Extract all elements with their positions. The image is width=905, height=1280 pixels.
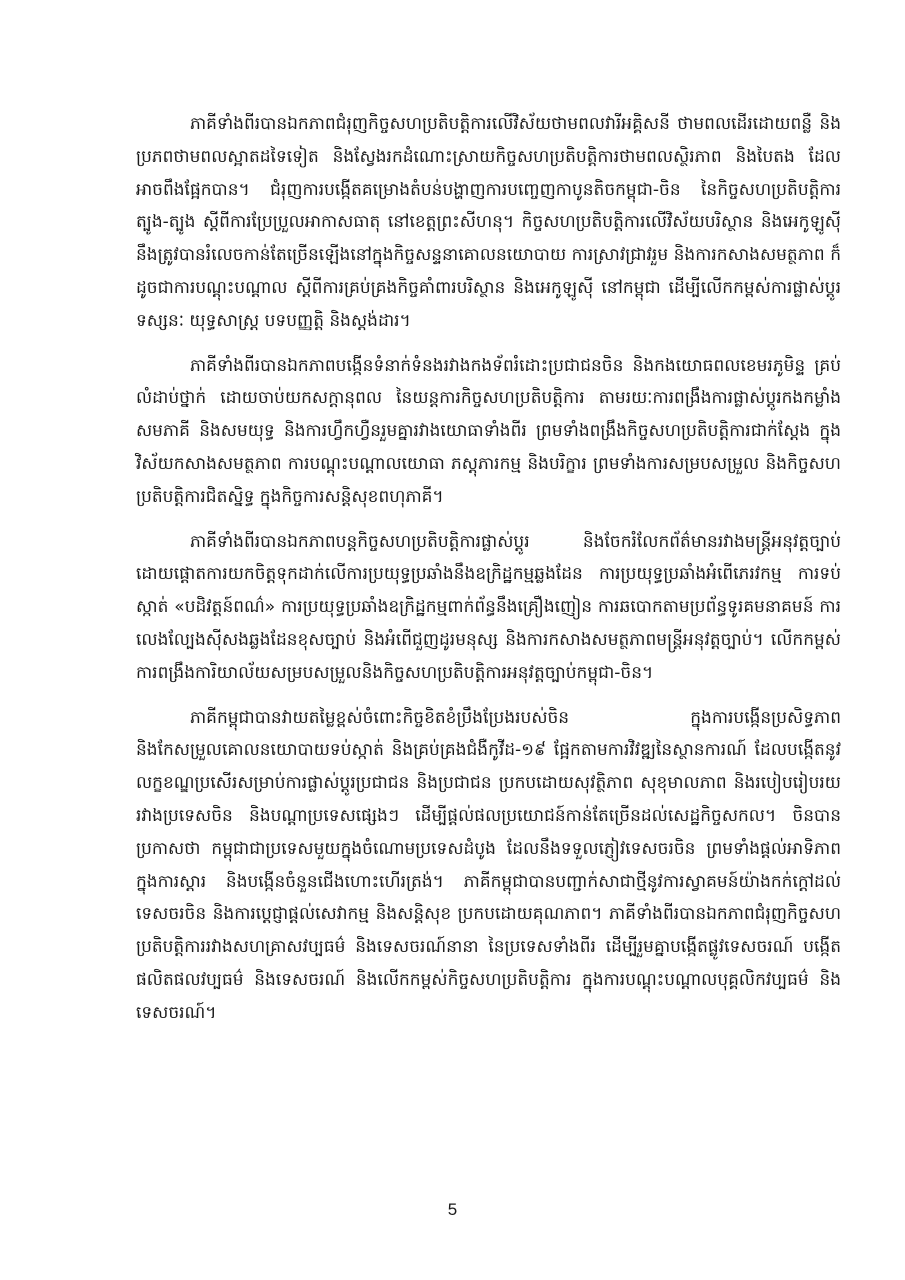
- paragraph-law-enforcement: ភាគីទាំងពីរបានឯកភាពបន្តកិច្ចសហប្រតិបត្តិការផ្លាស់ប្តូរ និងចែករំលែកព័ត៌មានរវាងមន្ត្រីអនុវត្តច្បាប់ ដោយផ្តោតការយកចិត្តទុកដាក់លើការប្រយុទ្ធប្រឆាំងនឹងឧក្រិដ្ឋកម្មឆ្លងដែន ការប្រយុទ្ធប្រឆាំងអំពើភេរវកម្ម ការទប់ស្កាត់ «បដិវត្តន៍ពណ៌» ការប្រយុទ្ធប្រឆាំងឧក្រិដ្ឋកម្មពាក់ព័ន្ធនឹងគ្រឿងញៀន ការឆបោកតាមប្រព័ន្ធទូរគមនាគមន៍ ការលេងល្បែងស៊ីសងឆ្លងដែនខុសច្បាប់ និងអំពើជួញដូរមនុស្ស និងការកសាងសមត្ថភាពមន្ត្រីអនុវត្តច្បាប់។ លើកកម្ពស់ការពង្រឹងការិយាល័យសម្របសម្រួលនិងកិច្ចសហប្រតិបត្តិការអនុវត្តច្បាប់កម្ពុជា-ចិន។: [136, 531, 841, 683]
- paragraph-energy-environment: ភាគីទាំងពីរបានឯកភាពជំរុញកិច្ចសហប្រតិបត្តិការលើវិស័យថាមពលវារីអគ្គិសនី ថាមពលដើរដោយពន្លឺ និងប្រភពថាមពលស្អាតដទៃទៀត និងស្វែងរកដំណោះស្រាយកិច្ចសហប្រតិបត្តិការថាមពលស្ថិរភាព និងបៃតង ដែលអាចពឹងផ្អែកបាន។ ជំរុញការបង្កើតគម្រោងតំបន់បង្ហាញការបញ្ចេញកាបូនតិចកម្ពុជា-ចិន នៃកិច្ចសហប្រតិបត្តិការត្បូង-ត្បូង ស្តីពីការប្រែប្រួលអាកាសធាតុ នៅខេត្តព្រះសីហនុ។ កិច្ចសហប្រតិបត្តិការលើវិស័យបរិស្ថាន និងអេកូឡូស៊ីនឹងត្រូវបានរំលេចកាន់តែច្រើនឡើងនៅក្នុងកិច្ចសន្ទនាគោលនយោបាយ ការស្រាវជ្រាវរួម និងការកសាងសមត្ថភាព ក៏ដូចជាការបណ្តុះបណ្តាល ស្តីពីការគ្រប់គ្រងកិច្ចគាំពារបរិស្ថាន និងអេកូឡូស៊ី នៅកម្ពុជា ដើម្បីលើកកម្ពស់ការផ្លាស់ប្តូរទស្សនៈ យុទ្ធសាស្ត្រ បទបញ្ញត្តិ និងស្តង់ដារ។: [136, 114, 841, 331]
- paragraph-military-cooperation: ភាគីទាំងពីរបានឯកភាពបង្កើនទំនាក់ទំនងរវាងកងទ័ពរំដោះប្រជាជនចិន និងកងយោធពលខេមរភូមិន្ទ គ្រប់លំដាប់ថ្នាក់ ដោយចាប់យកសក្តានុពល នៃយន្តការកិច្ចសហប្រតិបត្តិការ តាមរយៈការពង្រឹងការផ្លាស់ប្តូរកងកម្លាំងសមភាគី និងសមយុទ្ធ និងការហ្វឹកហ្វឺនរួមគ្នារវាងយោធាទាំងពីរ ព្រមទាំងពង្រឹងកិច្ចសហប្រតិបត្តិការជាក់ស្តែង ក្នុងវិស័យកសាងសមត្ថភាព ការបណ្តុះបណ្តាលយោធា ភស្តុភារកម្ម និងបរិក្ខារ ព្រមទាំងការសម្របសម្រួល និងកិច្ចសហប្រតិបត្តិការជិតស្និទ្ធ ក្នុងកិច្ចការសន្តិសុខពហុភាគី។: [136, 355, 841, 507]
- page-number: 5: [447, 1200, 458, 1219]
- document-body: [136, 108, 841, 1042]
- paragraph-tourism-culture: ភាគីកម្ពុជាបានវាយតម្លៃខ្ពស់ចំពោះកិច្ចខិតខំប្រឹងប្រែងរបស់ចិន ក្នុងការបង្កើនប្រសិទ្ធភាពនិងកែសម្រួលគោលនយោបាយទប់ស្កាត់ និងគ្រប់គ្រងជំងឺកូវីដ-១៩ ផ្អែកតាមការវិវឌ្ឍនៃស្ថានការណ៍ ដែលបង្កើតនូវលក្ខខណ្ឌប្រសើរសម្រាប់ការផ្លាស់ប្តូរប្រជាជន និងប្រជាជន ប្រកបដោយសុវត្ថិភាព សុខុមាលភាព និងរបៀបរៀបរយ រវាងប្រទេសចិន និងបណ្តាប្រទេសផ្សេងៗ ដើម្បីផ្តល់ផលប្រយោជន៍កាន់តែច្រើនដល់សេដ្ឋកិច្ចសកល។ ចិនបានប្រកាសថា កម្ពុជាជាប្រទេសមួយក្នុងចំណោមប្រទេសដំបូង ដែលនឹងទទួលភ្ញៀវទេសចរចិន ព្រមទាំងផ្តល់អាទិភាពក្នុងការស្តារ និងបង្កើនចំនួនជើងហោះហើរត្រង់។ ភាគីកម្ពុជាបានបញ្ជាក់សាជាថ្មីនូវការស្វាគមន៍យ៉ាងកក់ក្តៅដល់ទេសចរចិន និងការប្តេជ្ញាផ្តល់សេវាកម្ម និងសន្តិសុខ ប្រកបដោយគុណភាព។ ភាគីទាំងពីរបានឯកភាពជំរុញកិច្ចសហប្រតិបត្តិការរវាងសហគ្រាសវប្បធម៌ និងទេសចរណ៍នានា នៃប្រទេសទាំងពីរ ដើម្បីរួមគ្នាបង្កើតផ្លូវទេសចរណ៍ បង្កើតផលិតផលវប្បធម៌ និងទេសចរណ៍ និងលើកកម្ពស់កិច្ចសហប្រតិបត្តិការ ក្នុងការបណ្តុះបណ្តាលបុគ្គលិកវប្បធម៌ និងទេសចរណ៍។: [136, 707, 841, 1023]
